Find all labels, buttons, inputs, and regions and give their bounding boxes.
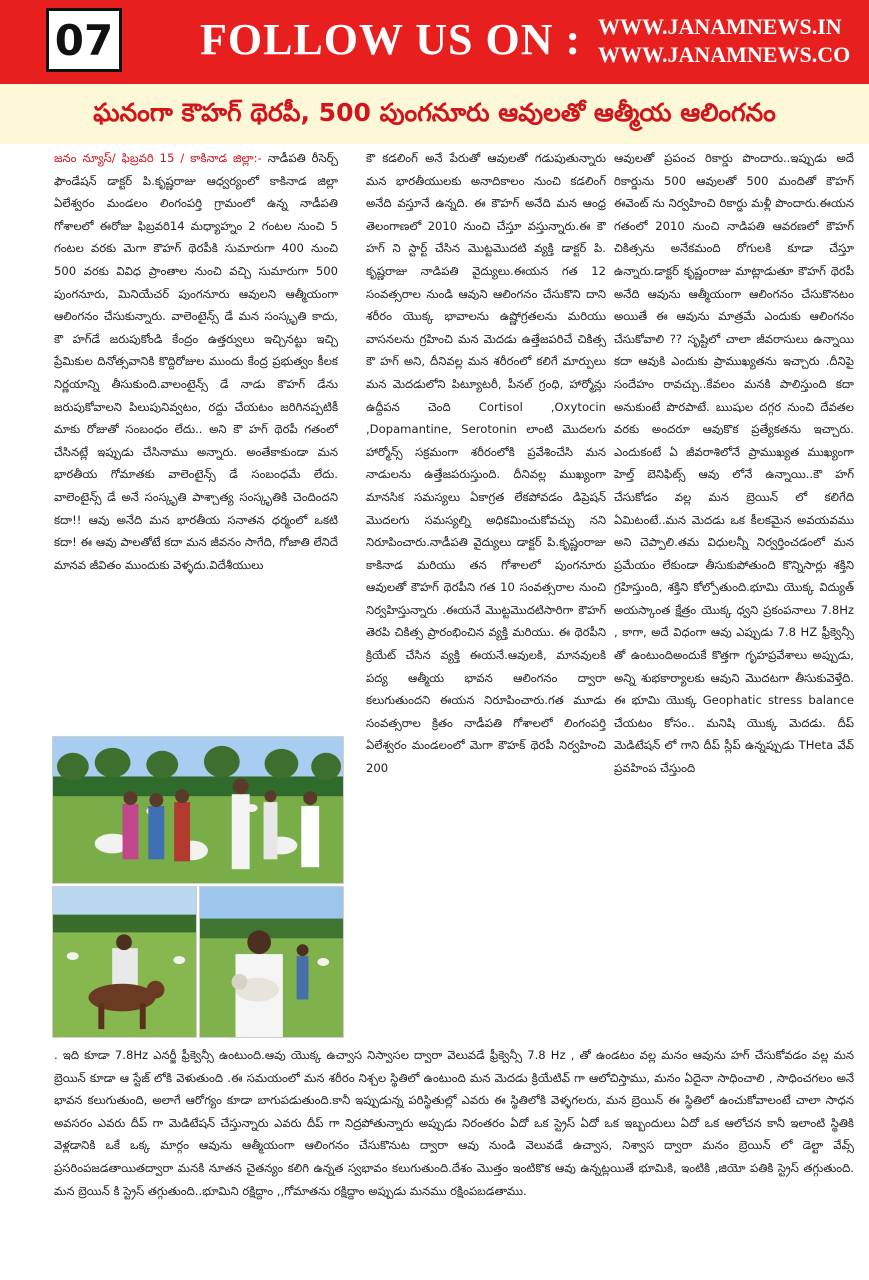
article-column-3-text: ఆవులతో ప్రపంచ రికార్డు పొందారు..ఇప్పుడు అదే రికార్డును 500 ఆవులతో 500 మందితో కౌహగ్ ఈవెంట్ ను నిర్వహించి రికార్డు మళ్లీ పొందారు.ఈయన గతంలో 2010 నుంచి నాడిపతి ఆవరణలో కౌహగ్ చికిత్సను అనేకమంది రోగులకి కూడా చేస్తూ ఉన్నారు.డాక్టర్ కృష్ణంరాజు మాట్లాడుతూ కౌహగ్ థెరపీ అనేది ఆవును ఆత్మీయంగా ఆలింగనం చేసుకొనటం అయితే ఈ ఆవును మాత్రమే ఎందుకు ఆలింగనం చేసుకోవాలి ?? సృష్టిలో చాలా జీవరాసులు ఉన్నాయి కదా ఆవుకి ఎందుకు ప్రాముఖ్యతను ఇచ్చారు .దీనిపై సందేహం రావచ్చు..కేవలం మనకి పాలిస్తుంది కదా అనుకుంటే పొరపాటే. ఋషుల దగ్గర నుంచి దేవతల వరకు అందరూ ఆవుకొక ప్రత్యేకతను ఇచ్చారు. ఎందుకంటే ఏ జీవరాశిలోనే ప్రాముఖ్యత ముఖ్యంగా హెల్త్ బెనిఫిట్స్ ఆవు లోనే ఉన్నాయి..కౌ హగ్ చేసుకోడం వల్ల మన బ్రెయిన్ లో కలిగేది ఏమిటంటే..మన మెదడు ఒక కీలకమైన అవయవము అని చెప్పాలి.తమ విధులన్నీ నిర్వర్తించడంలో మన ప్రమేయం లేకుండా తీసుకుపోతుంది కొన్నిసార్లు శక్తిని గ్రహిస్తుంది, శక్తిని కోల్పోతుంది.భూమి యొక్క విద్యుత్ అయస్కాంత క్షేత్రం యొక్క ధ్వని ప్రకంపనాలు 7.8Hz , కాగా, అదే విధంగా ఆవు ఎప్పుడు 7.8 HZ ఫ్రీక్వెన్సీ తో ఉంటుందిఅందుకే కొత్తగా గృహప్రవేశాలు అప్పుడు, అన్ని శుభకార్యాలకు ఆవుని మొదటగా తీసుకువెళ్తేది. ఈ భూమి యొక్క Geophatic stress balance చేయటం కోసం.. మనిషి యొక్క మెదడు. దీప్ మెడిటేషన్ లో గాని దీప్ స్లీప్ ఉన్నప్పుడు THeta వేవ్ ప్రవహింప చేస్తుంది (614, 151, 854, 776)
article-headline: ఘనంగా కౌహగ్ థెరపీ, 500 పుంగనూరు ఆవులతో ఆత్మీయ ఆలింగనం (0, 84, 869, 144)
article-closing-paragraph (54, 1044, 854, 1274)
article-column-1 (54, 147, 338, 719)
article-column-1-text: నాడీపతి రీసెర్చ్ ఫౌండేషన్ డాక్టర్ పి.కృష్ణరాజు ఆధ్వర్యంలో కాకినాడ జిల్లా ఏలేశ్వరం మండలం లింగంపర్తి గ్రామంలో ఉన్న నాడీపతి గోశాలలో ఈరోజు ఫిబ్రవరి14 మధ్యాహ్నం 2 గంటల నుంచి 5 గంటల వరకు మెగా కౌహగ్ థెరపీకి సుమారుగా 400 నుంచి 500 వరకు వివిధ ప్రాంతాల నుంచి వచ్చి సుమారుగా 500 పుంగనూరు, మినియేచర్ పుంగనూరు ఆవులని ఆత్మీయంగా ఆలింగనం చేసుకున్నారు. వాలెంటైన్స్ డే మన సంస్కృతి కాదు, కౌ హగ్‌డే జరుపుకోండి కేంద్రం ఉత్తర్వులు ఇచ్చినట్టు ఇచ్చి ప్రేమికుల దినోత్సవానికి కొద్దిరోజుల ముందు కేంద్ర ప్రభుత్వం కీలక నిర్ణయాన్ని తీసుకుంది.వాలంటైన్స్ డే నాడు కౌహగ్ డేను జరుపుకోవాలని పిలుపునివ్వటం, రద్దు చేయటం జరిగినప్పటికీ మాకు రోజుతో సంబంధం లేదు.. అని కౌ హగ్ థెరపీ గతంలో చేసినట్లే ఇప్పుడు చేసినాము అన్నారు. అంతేకాకుండా మన భారతీయ గోమాతకు వాలెంటైన్స్ డే సంబంధమే లేదు. వాలెంటైన్స్ డే అనే సంస్కృతి పాశ్చాత్య సంస్కృతికి చెందిందని కదా!! ఆవు అనేది మన భారతీయ సనాతన ధర్మంలో ఒకటి కదా! ఈ ఆవు పాలతోటే కదా మన జీవనం సాగేది, గోజాతి లేనిదే మానవ జీవితం ముందుకు వెళ్ళదు.విదేశీయులు (54, 151, 338, 572)
page-number: 07 (46, 8, 122, 72)
man-holding-calf-photo (199, 886, 344, 1038)
article-closing-text: . ఇది కూడా 7.8Hz ఎనర్జీ ఫ్రీక్వెన్సీ ఉంటుంది.ఆవు యొక్క ఉచ్వాస నిస్వాసల ద్వారా వెలువడే ఫ్రీక్వెన్సీ 7.8 Hz , తో ఉండటం వల్ల మనం ఆవును హగ్ చేసుకోవడం వల్ల మన బ్రెయిన్ కూడా ఆ స్టేజ్ లోకి వెళుతుంది .ఈ సమయంలో మన శరీరం నిశ్చల స్థితిలో ఉంటుంది మన మెదడు క్రియేటివ్ గా ఆలోచిస్తాము, మనం ఏదైనా సాధించాలి , సాధించగలం అనే భావన కలుగుతుంది, అలాగే ఆరోగ్యం కూడా బాగుపడుతుంది.కానీ ఇప్పుడున్న పరిస్థితుల్లో ఎవరు ఈ స్థితిలోకి వెళ్ళగలరు, మన బ్రెయిన్ ఈ స్థితిలో ఉంచుకోవాలంటే చాలా సాధన అవసరం ఎవరు దీప్ గా మెడిటేషన్ చేస్తున్నారు ఎవరు దీప్ గా నిద్రపోతున్నారు అప్పుడు నిరంతరం ఏదో ఒక స్ట్రెస్ ఏదో ఒక ఇబ్బందులు ఏదో ఒక ఆలోచన కానీ ఇలాంటి స్థితికి వెళ్లడానికి ఒకే ఒక్క మార్గం ఆవును ఆత్మీయంగా ఆలింగనం చేసుకొనుట ద్వారా ఆవు నుండి వెలువడే ఉచ్వాస, నిశ్వాస ద్వారా మనం బ్రెయిన్ లో డెల్టా వేవ్స్ ప్రసరింపజడతాయితద్వారా మనకి నూతన చైతన్యం కలిగి ఉన్నత స్వభావం కలుగుతుంది.దేశం మొత్తం ఇంటికొక ఆవు ఉన్నట్లయితే భూమికి, ఇంటికి ,జియో పతికి స్ట్రెస్ తగ్గుతుంది. మన బ్రెయిన్ కి స్ట్రెస్ తగ్గుతుంది..భూమిని రక్షిద్దాం ,,గోమాతను రక్షిద్దాం అప్పుడు మనము రక్షింపబడతాము. (54, 1048, 854, 1198)
follow-us-label: FOLLOW US ON : (200, 15, 582, 64)
article-column-2 (366, 147, 606, 1027)
article-column-2-text: కౌ కడలింగ్ అనే పేరుతో ఆవులతో గడుపుతున్నారు మన భారతీయులకు అనాదికాలం నుంచి కడలింగ్ అనేది వస్తూనే ఉన్నది. ఈ కౌహగ్ అనేది మన ఆంధ్ర తెలంగాణలో 2010 నుంచి చేస్తూ వస్తున్నారు.ఈ కౌ హగ్ ని స్టార్ట్ చేసిన మొట్టమొదటి వ్యక్తి డాక్టర్ పి. కృష్ణరాజు నాడిపతి వైద్యులు.ఈయన గత 12 సంవత్సరాల నుండి ఆవుని ఆలింగనం చేసుకొని దాని శరీరం యొక్క భావాలను ఉష్ణోగ్రతలను మరియు వాసనలను గ్రహించి మన మెదడు ఉత్తేజపరిచే చికిత్స కౌ హగ్ అని, దీనివల్ల మన శరీరంలో కలిగే మార్పులు మన మెదడులోని పిట్యూటరీ, పీనల్ గ్రంధి, హార్మోన్లు ఉద్దీపన చెంది Cortisol ,Oxytocin ,Dopamantine, Serotonin లాంటి మొదలగు హార్మోన్స్ సక్రమంగా శరీరంలోకి ప్రవేశించేసి మన నాడులను ఉత్తేజపరుస్తుంది. దీనివల్ల ముఖ్యంగా మానసిక సమస్యలు ఏకాగ్రత లేకపోవడం డిప్రెషన్ మొదలగు సమస్యల్ని అధికమించుకోవచ్చు నని నిరూపించారు.నాడీపతి వైద్యులు డాక్టర్ పి.కృష్ణంరాజు కాకినాడ మరియు తన గోశాలలో పుంగనూరు ఆవులతో కౌహగ్ థెరపీని గత 10 సంవత్సరాల నుంచి నిర్వహిస్తున్నారు .ఈయనే మొట్టమొదటిసారిగా కౌహగ్ తెరపి చికిత్స ప్రారంభించిన వ్యక్తి మరియు. ఈ థెరపీని క్రియేట్ చేసిన వ్యక్తి ఈయనే.ఆవులకి, మానవులకి పద్య ఆత్మీయ భావన ఆలింగనం ద్వారా కలుగుతుందని ఈయన నిరూపించారు.గత మూడు సంవత్సరాల క్రితం నాడీపతి గోశాలలో లింగంపర్తి ఏలేశ్వరం మండలంలో మెగా కౌహక్ థెరపీ నిర్వహించి 200 (366, 151, 606, 776)
website-link-in[interactable]: WWW.JANAMNEWS.IN (598, 14, 842, 39)
group-with-cows-photo (52, 736, 344, 884)
website-link-com[interactable]: WWW.JANAMNEWS.CO (598, 42, 851, 67)
article-dateline: జనం న్యూస్/ ఫిబ్రవరి 15 / కాకినాడ జిల్లా:- (54, 151, 262, 165)
man-hugging-calf-photo (52, 886, 197, 1038)
article-column-3 (614, 147, 854, 1027)
header-banner (0, 0, 869, 84)
